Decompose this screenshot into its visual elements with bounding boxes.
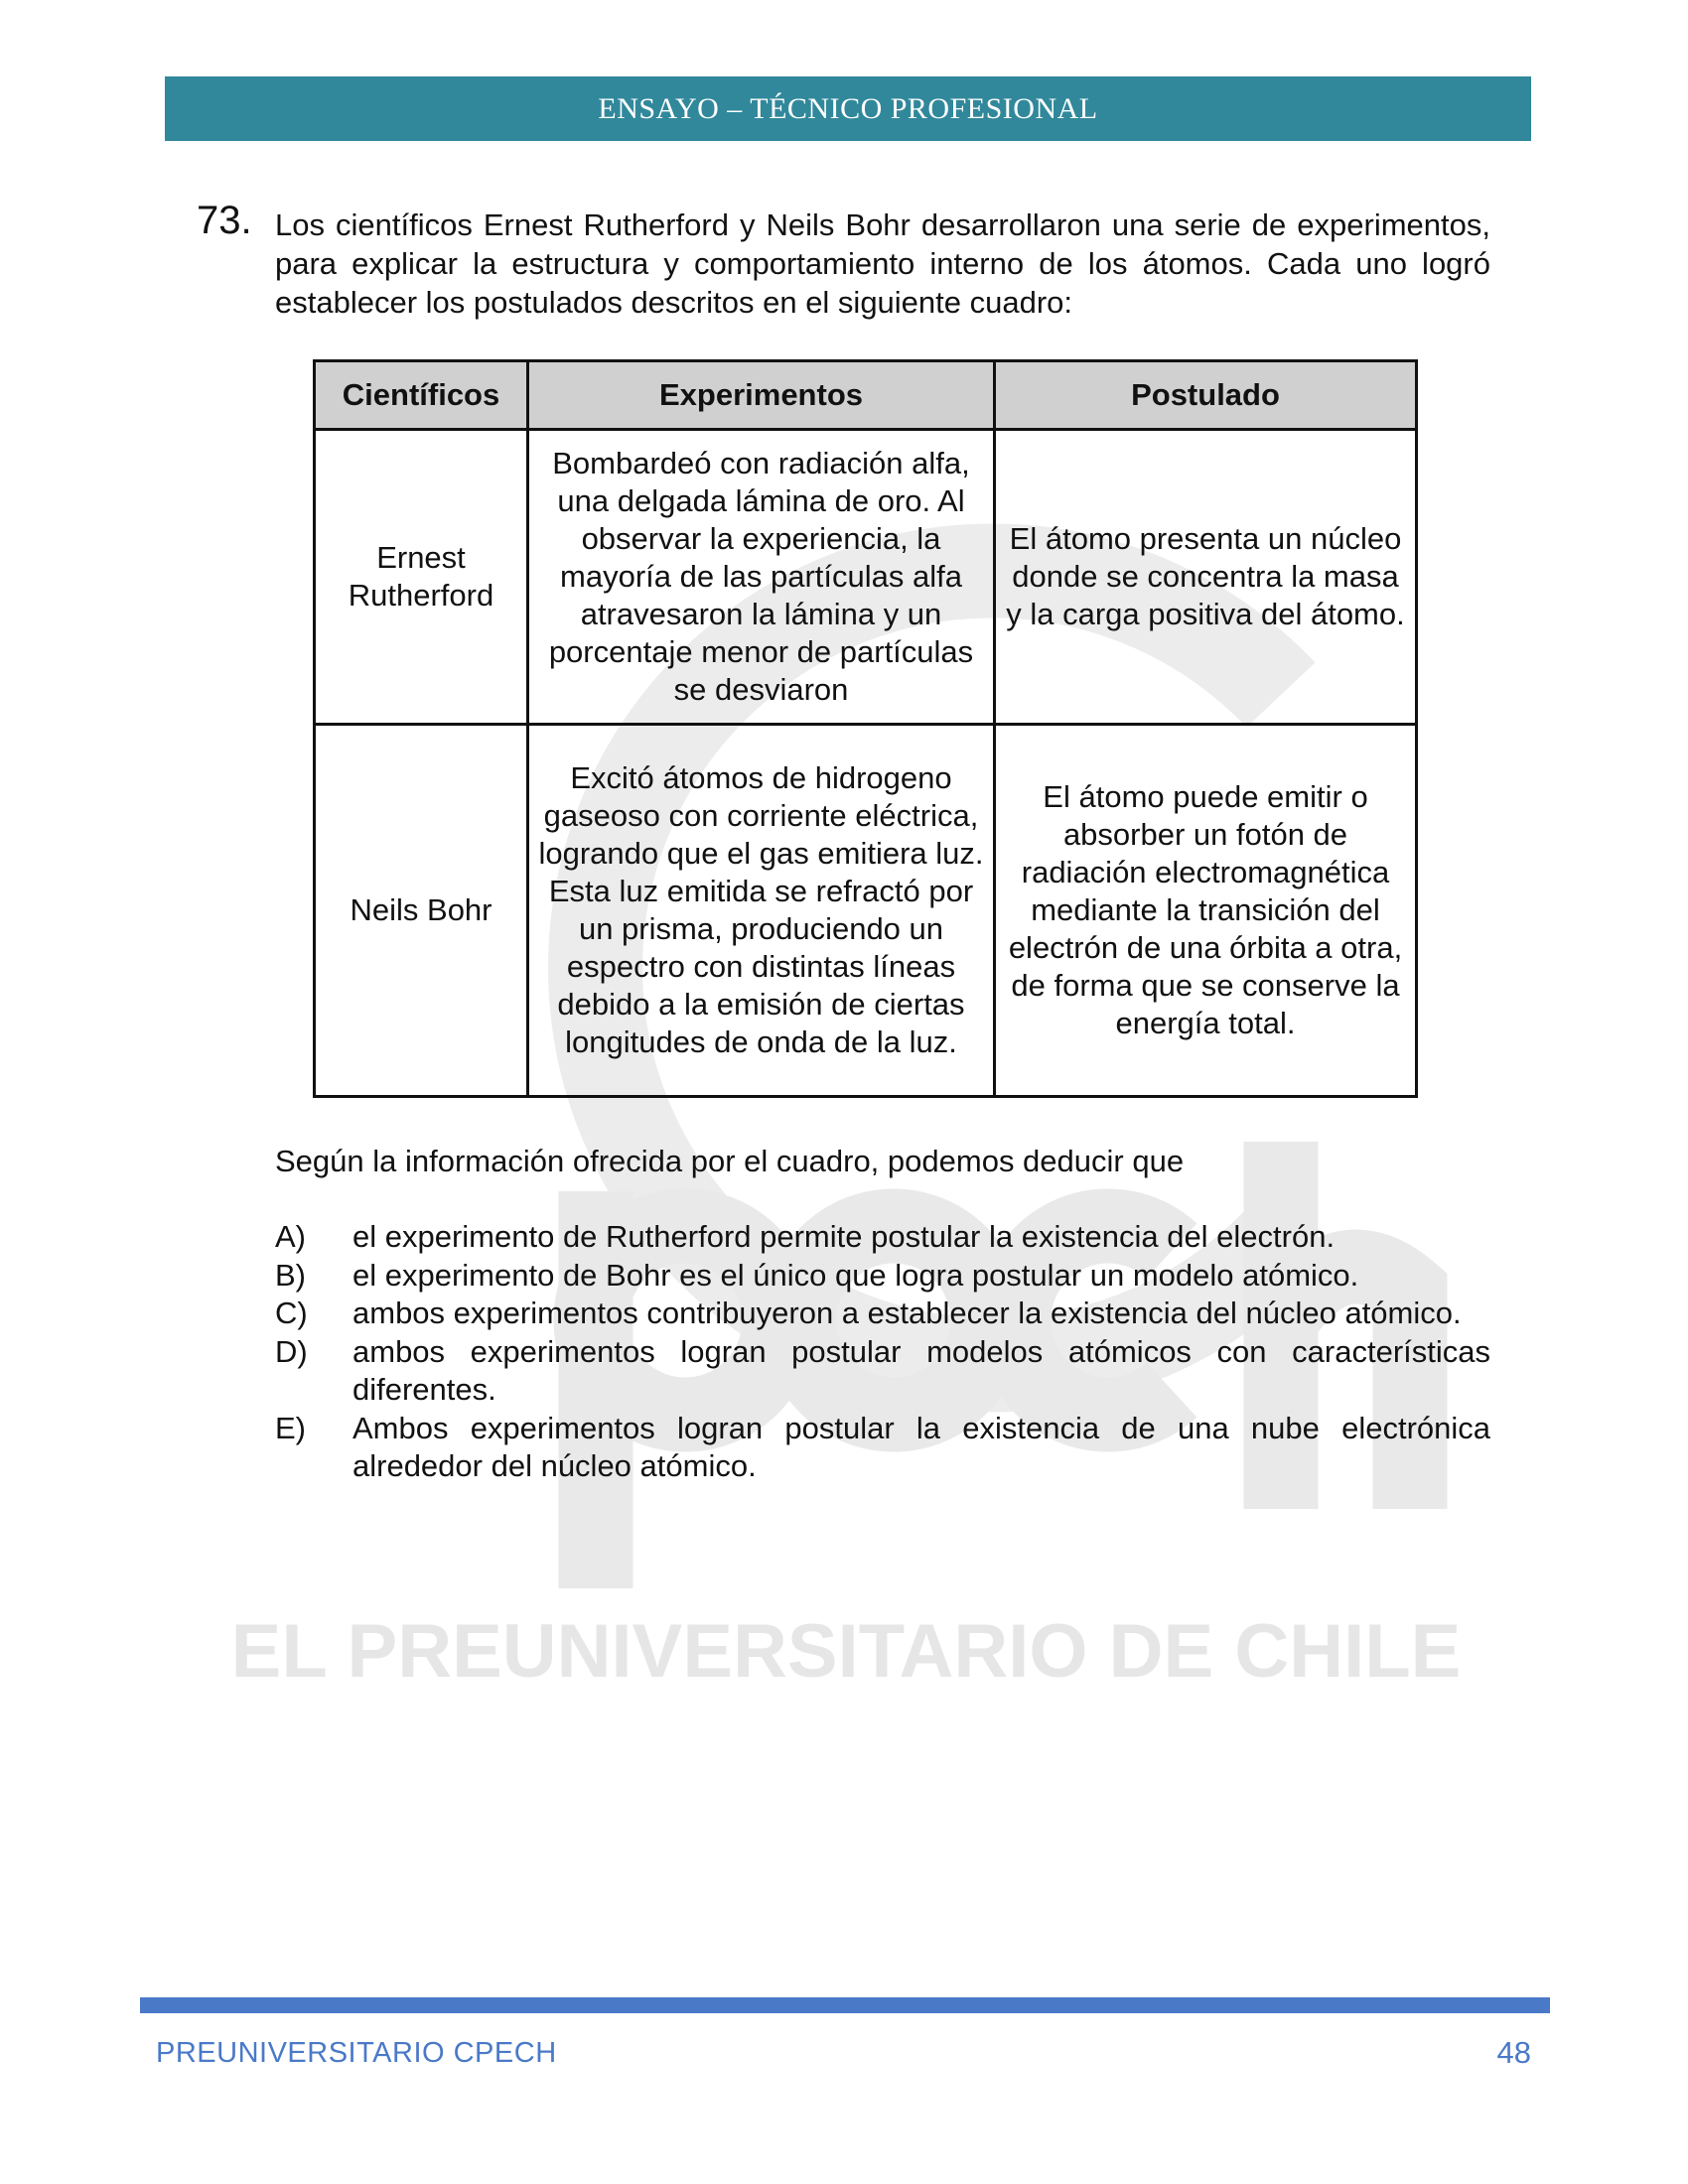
page-number: 48 xyxy=(1496,2035,1531,2070)
cell-postulate: El átomo puede emitir o absorber un fotón de radiación electromagnética mediante la transición del electrón de una órbita a otra, de forma que se conserve la energía total. xyxy=(995,725,1417,1097)
header-experimentos: Experimentos xyxy=(528,361,995,430)
footer-brand: PREUNIVERSITARIO CPECH xyxy=(156,2037,557,2069)
cell-postulate: El átomo presenta un núcleo donde se concentra la masa y la carga positiva del átomo. xyxy=(995,430,1417,725)
option-a[interactable] xyxy=(275,1218,1490,1257)
option-text: Ambos experimentos logran postular la existencia de una nube electrónica alrededor del núcleo atómico. xyxy=(352,1410,1490,1483)
option-letter: E) xyxy=(275,1410,306,1445)
header-title: ENSAYO – TÉCNICO PROFESIONAL xyxy=(598,91,1098,125)
header-postulado: Postulado xyxy=(995,361,1417,430)
option-text: el experimento de Bohr es el único que logra postular un modelo atómico. xyxy=(352,1257,1359,1293)
option-letter: A) xyxy=(275,1219,306,1254)
cell-experiment: Excitó átomos de hidrogeno gaseoso con corriente eléctrica, logrando que el gas emitiera luz. Esta luz emitida se refractó por un prisma, produciendo un espectro con distintas líneas debido a la emisión de ciertas longitudes de onda de la luz. xyxy=(528,725,995,1097)
table-row-bohr xyxy=(315,725,1417,1097)
option-text: el experimento de Rutherford permite postular la existencia del electrón. xyxy=(352,1219,1336,1254)
question-prompt: Según la información ofrecida por el cuadro, podemos deducir que xyxy=(275,1144,1185,1178)
cell-scientist: Ernest Rutherford xyxy=(315,430,528,725)
option-b[interactable] xyxy=(275,1257,1490,1296)
postulates-table xyxy=(313,359,1418,1098)
table-header-row xyxy=(315,361,1417,430)
option-letter: B) xyxy=(275,1257,306,1293)
question-number: 73. xyxy=(197,199,252,242)
table-row-rutherford xyxy=(315,430,1417,725)
option-text: ambos experimentos logran postular modelos atómicos con características diferentes. xyxy=(352,1333,1490,1407)
cell-scientist: Neils Bohr xyxy=(315,725,528,1097)
option-letter: C) xyxy=(275,1296,308,1330)
option-d[interactable] xyxy=(275,1333,1490,1410)
option-c[interactable] xyxy=(275,1295,1490,1333)
option-letter: D) xyxy=(275,1333,308,1369)
watermark-text: EL PREUNIVERSITARIO DE CHILE xyxy=(230,1609,1462,1694)
answer-options xyxy=(275,1218,1490,1486)
option-e[interactable] xyxy=(275,1410,1490,1486)
header-cientificos: Científicos xyxy=(315,361,528,430)
footer-rule xyxy=(140,1997,1550,2013)
question-stem: Los científicos Ernest Rutherford y Neils Bohr desarrollaron una serie de experimentos, para explicar la estructura y comportamiento interno de los átomos. Cada uno logró establecer los postulados descritos en el siguiente cuadro: xyxy=(275,207,1490,320)
cell-experiment: Bombardeó con radiación alfa, una delgada lámina de oro. Al observar la experiencia, la mayoría de las partículas alfa atravesaron la lámina y un porcentaje menor de partículas se desviaron xyxy=(528,430,995,725)
option-text: ambos experimentos contribuyeron a establecer la existencia del núcleo atómico. xyxy=(352,1296,1462,1330)
